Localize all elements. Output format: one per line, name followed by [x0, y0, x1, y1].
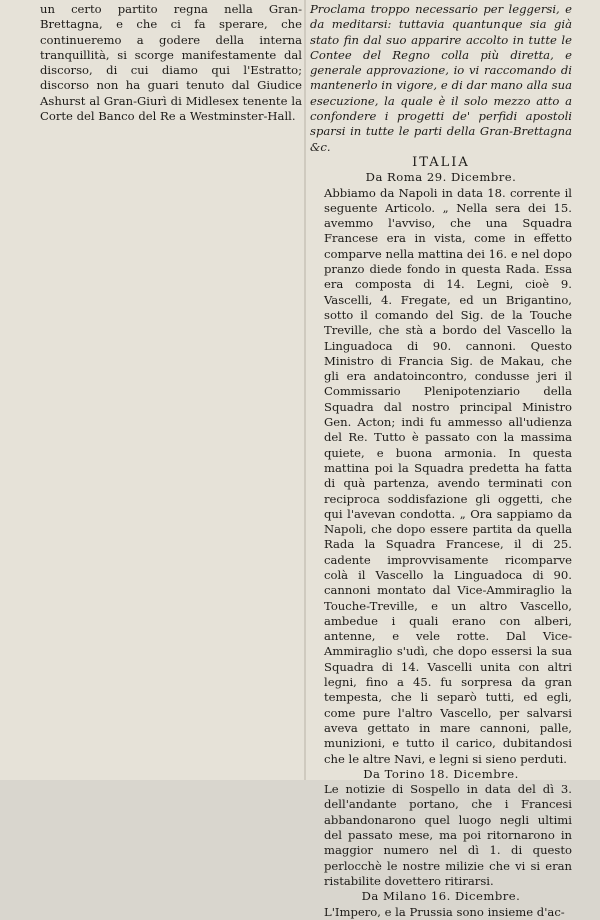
column-gutter — [304, 0, 306, 780]
left-article-text: un certo partito regna nella Gran-Brettagna, e che ci fa sperare, che continueremo a godere della interna tranquillità, si scorge manifestamente dal discorso, di cui diamo qui l'Estratto; discorso non ha guari tenuto dal Giudice Ashurst al Gran-Giurì di Midlesex tenente la Corte del Banco del Re a Westminster-Hall. — [40, 2, 302, 124]
dateline-roma: Da Roma 29. Dicembre. — [365, 170, 517, 185]
roma-dispatch: Abbiamo da Napoli in data 18. corrente il seguente Articolo. „ Nella sera dei 15. avemmo l'avviso, che una Squadra Francese era in vista, come in effetto comparve nella mattina dei 16. e nel dopo pranzo diede fondo in questa Rada. Essa era composta di 14. Legni, cioè 9. Vascelli, 4. Fregate, ed un Brigantino, sotto il comando del Sig. de la Touche Treville, che stà a bordo del Vascello la Linguadoca di 90. cannoni. Questo Ministro di Francia Sig. de Makau, che gli era andatoincontro, condusse jeri il Commissario Plenipotenziario della Squadra dal nostro principal Ministro Gen. Acton; indi fu ammesso all'udienza del Re. Tutto è passato con la massima quiete, e buona armonia. In questa mattina poi la Squadra predetta ha fatta di quà partenza, avendo terminati con reciproca soddisfazione gli oggetti, che qui l'avevan condotta. „ Ora sappiamo da Napoli, che dopo essere partita da quella Rada la Squadra Francese, il di 25. cadente improvvisamente ricomparve colà il Vascello la Linguadoca di 90. cannoni montato dal Vice-Ammiraglio la Touche-Treville, e un altro Vascello, ambedue i quali erano con alberi, antenne, e vele rotte. Dal Vice-Ammiraglio s'udì, che dopo essersi la sua Squadra di 14. Vascelli unita con altri legni, fino a 45. fu sorpresa da gran tempesta, che li separò tutti, ed egli, come pure l'altro Vascello, per salvarsi aveva gettato in mare cannoni, palle, munizioni, e tutto il carico, dubitandosi che le altre Navi, e legni si sieno perduti. — [324, 185, 572, 766]
dateline-torino: Da Torino 18. Dicembre. — [363, 766, 519, 781]
milano-dispatch: L'Impero, e la Prussia sono insieme d'ac- — [324, 904, 565, 919]
right-column — [310, 2, 572, 920]
dateline-milano: Da Milano 16. Dicembre. — [361, 889, 521, 904]
left-column — [40, 2, 302, 124]
torino-dispatch: Le notizie di Sospello in data del dì 3. dell'andante portano, che i Francesi abbandonarono quel luogo negli ultimi del passato mese, ma poi ritornarono in maggior numero nel dì 1. di questo perlocchè le nostre milizie che vi si eran ristabilite dovettero ritirarsi. — [324, 782, 572, 888]
section-title-italia: ITALIA — [412, 154, 470, 170]
proclamation-continuation: Proclama troppo necessario per leggersi, e da meditarsi: tuttavia quantunque sia già stato fin dal suo apparire accolto in tutte le Contee del Regno colla più diretta, e generale approvazione, io vi raccomando di mantenerlo in vigore, e di dar mano alla sua esecuzione, la quale è il solo mezzo atto a confondere i progetti de' perfidi apostoli sparsi in tutte le parti della Gran-Brettagna &c. — [310, 2, 572, 154]
